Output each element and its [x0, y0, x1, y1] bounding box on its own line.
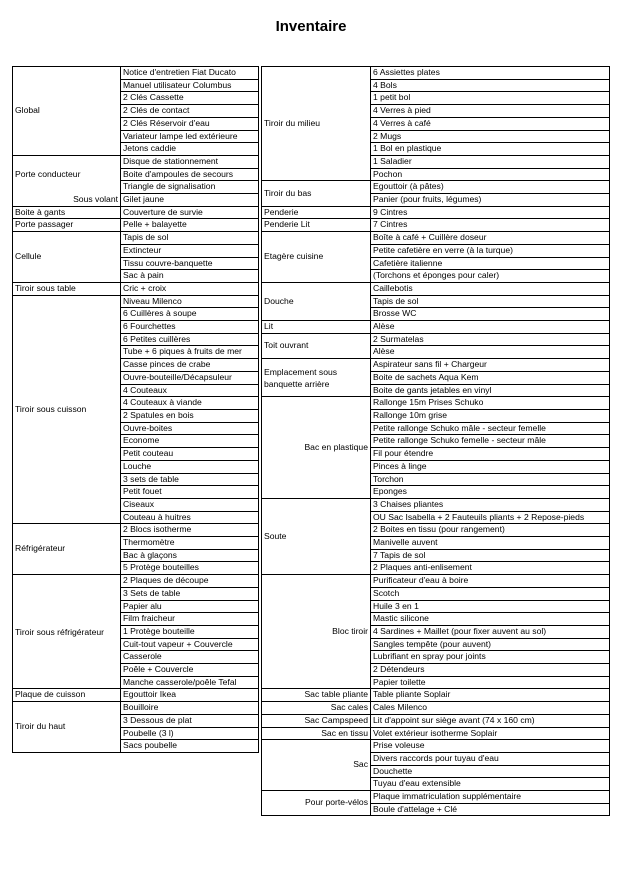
item-cell: Boîte à café + Cuillère doseur: [371, 232, 610, 245]
item-cell: 2 Clés Réservoir d'eau: [121, 117, 259, 130]
item-cell: Douchette: [371, 765, 610, 778]
category-cell: Tiroir sous table: [13, 282, 121, 295]
table-row: [262, 791, 610, 804]
item-cell: 2 Spatules en bois: [121, 409, 259, 422]
item-cell: Cric + croix: [121, 282, 259, 295]
table-row: [13, 67, 259, 80]
item-cell: Tuyau d'eau extensible: [371, 778, 610, 791]
category-cell: Sac table pliante: [262, 689, 371, 702]
category-cell: Global: [13, 67, 121, 156]
table-row: [13, 702, 259, 715]
item-cell: 2 Plaques anti-enlisement: [371, 562, 610, 575]
item-cell: Bac à glaçons: [121, 549, 259, 562]
table-row: [262, 321, 610, 334]
item-cell: 2 Clés de contact: [121, 105, 259, 118]
category-label: Porte conducteur: [15, 169, 81, 180]
item-cell: Huile 3 en 1: [371, 600, 610, 613]
item-cell: Cales Milenco: [371, 702, 610, 715]
item-cell: 6 Assiettes plates: [371, 67, 610, 80]
item-cell: Pinces à linge: [371, 460, 610, 473]
item-cell: Triangle de signalisation: [121, 181, 259, 194]
item-cell: Purificateur d'eau à boire: [371, 575, 610, 588]
category-cell: Cellule: [13, 232, 121, 283]
table-row: [262, 67, 610, 80]
item-cell: Manuel utilisateur Columbus: [121, 79, 259, 92]
item-cell: Sangles tempête (pour auvent): [371, 638, 610, 651]
item-cell: Fil pour étendre: [371, 448, 610, 461]
item-cell: 6 Petites cuillères: [121, 333, 259, 346]
category-cell: [13, 155, 121, 206]
item-cell: Eponges: [371, 486, 610, 499]
item-cell: Rallonge 10m grise: [371, 409, 610, 422]
item-cell: Sac à pain: [121, 270, 259, 283]
table-row: [262, 714, 610, 727]
item-cell: Bouilloire: [121, 702, 259, 715]
item-cell: 4 Verres à café: [371, 117, 610, 130]
item-cell: 2 Plaques de découpe: [121, 575, 259, 588]
category-cell: Plaque de cuisson: [13, 689, 121, 702]
item-cell: Petite rallonge Schuko mâle - secteur femelle: [371, 422, 610, 435]
item-cell: Tapis de sol: [121, 232, 259, 245]
item-cell: Table pliante Soplair: [371, 689, 610, 702]
item-cell: Ciseaux: [121, 498, 259, 511]
item-cell: Cafetière italienne: [371, 257, 610, 270]
item-cell: Niveau Milenco: [121, 295, 259, 308]
item-cell: 6 Fourchettes: [121, 321, 259, 334]
item-cell: Econome: [121, 435, 259, 448]
item-cell: Boite d'ampoules de secours: [121, 168, 259, 181]
item-cell: Disque de stationnement: [121, 155, 259, 168]
item-cell: Pelle + balayette: [121, 219, 259, 232]
item-cell: Poubelle (3 l): [121, 727, 259, 740]
table-row: [262, 740, 610, 753]
item-cell: 1 Bol en plastique: [371, 143, 610, 156]
item-cell: Petite rallonge Schuko femelle - secteur mâle: [371, 435, 610, 448]
table-row: [13, 155, 259, 168]
item-cell: Notice d'entretien Fiat Ducato: [121, 67, 259, 80]
item-cell: Alèse: [371, 321, 610, 334]
item-cell: Extincteur: [121, 244, 259, 257]
item-cell: Mastic silicone: [371, 613, 610, 626]
item-cell: 2 Blocs isotherme: [121, 524, 259, 537]
category-cell: Sac en tissu: [262, 727, 371, 740]
item-cell: Petit fouet: [121, 486, 259, 499]
category-cell: Douche: [262, 282, 371, 320]
item-cell: Rallonge 15m Prises Schuko: [371, 397, 610, 410]
sub-category-label: Sous volant: [73, 194, 118, 205]
category-cell: Sac Campspeed: [262, 714, 371, 727]
category-cell: Tiroir du haut: [13, 702, 121, 753]
item-cell: 5 Protège bouteilles: [121, 562, 259, 575]
category-cell: Lit: [262, 321, 371, 334]
table-row: [13, 219, 259, 232]
item-cell: 4 Couteaux à viande: [121, 397, 259, 410]
item-cell: 2 Boites en tissu (pour rangement): [371, 524, 610, 537]
table-row: [262, 181, 610, 194]
item-cell: Manche casserole/poêle Tefal: [121, 676, 259, 689]
item-cell: 9 Cintres: [371, 206, 610, 219]
item-cell: Prise voleuse: [371, 740, 610, 753]
item-cell: Petite cafetière en verre (à la turque): [371, 244, 610, 257]
table-row: [262, 219, 610, 232]
table-row: [13, 206, 259, 219]
item-cell: (Torchons et éponges pour caler): [371, 270, 610, 283]
category-cell: Tiroir du milieu: [262, 67, 371, 181]
category-cell: Pour porte-vélos: [262, 791, 371, 816]
item-cell: Alèse: [371, 346, 610, 359]
item-cell: 2 Clés Cassette: [121, 92, 259, 105]
table-row: [262, 689, 610, 702]
item-cell: Louche: [121, 460, 259, 473]
item-cell: 7 Cintres: [371, 219, 610, 232]
item-cell: Cuit-tout vapeur + Couvercle: [121, 638, 259, 651]
table-row: [13, 282, 259, 295]
item-cell: Panier (pour fruits, légumes): [371, 194, 610, 207]
item-cell: 3 Chaises pliantes: [371, 498, 610, 511]
item-cell: Lit d'appoint sur siège avant (74 x 160 cm): [371, 714, 610, 727]
item-cell: Petit couteau: [121, 448, 259, 461]
item-cell: Aspirateur sans fil + Chargeur: [371, 359, 610, 372]
page-title: Inventaire: [275, 18, 347, 35]
item-cell: 3 Dessous de plat: [121, 714, 259, 727]
category-cell: Etagère cuisine: [262, 232, 371, 283]
item-cell: 6 Cuillères à soupe: [121, 308, 259, 321]
table-row: [262, 206, 610, 219]
item-cell: 2 Surmatelas: [371, 333, 610, 346]
item-cell: 4 Sardines + Maillet (pour fixer auvent au sol): [371, 625, 610, 638]
table-row: [13, 232, 259, 245]
table-row: [262, 232, 610, 245]
item-cell: OU Sac Isabella + 2 Fauteuils pliants + 2 Repose-pieds: [371, 511, 610, 524]
item-cell: Gilet jaune: [121, 194, 259, 207]
category-cell: Sac cales: [262, 702, 371, 715]
item-cell: Tissu couvre-banquette: [121, 257, 259, 270]
item-cell: Egouttoir (à pâtes): [371, 181, 610, 194]
table-row: [262, 282, 610, 295]
item-cell: Casse pinces de crabe: [121, 359, 259, 372]
category-cell: Toit ouvrant: [262, 333, 371, 358]
table-row: [262, 575, 610, 588]
item-cell: Thermomètre: [121, 537, 259, 550]
item-cell: 1 petit bol: [371, 92, 610, 105]
item-cell: 4 Bols: [371, 79, 610, 92]
item-cell: Boule d'attelage + Clé: [371, 803, 610, 816]
table-row: [13, 524, 259, 537]
item-cell: Variateur lampe led extérieure: [121, 130, 259, 143]
item-cell: 2 Détendeurs: [371, 664, 610, 677]
item-cell: Torchon: [371, 473, 610, 486]
item-cell: Lubrifiant en spray pour joints: [371, 651, 610, 664]
item-cell: Papier toilette: [371, 676, 610, 689]
table-row: [13, 689, 259, 702]
category-cell: Soute: [262, 498, 371, 574]
table-row: [262, 333, 610, 346]
category-cell: Tiroir sous réfrigérateur: [13, 575, 121, 689]
item-cell: Tube + 6 piques à fruits de mer: [121, 346, 259, 359]
category-cell: Bac en plastique: [262, 397, 371, 499]
category-cell: Tiroir du bas: [262, 181, 371, 206]
item-cell: Tapis de sol: [371, 295, 610, 308]
category-cell: Tiroir sous cuisson: [13, 295, 121, 524]
item-cell: 3 sets de table: [121, 473, 259, 486]
item-cell: Volet extérieur isotherme Soplair: [371, 727, 610, 740]
category-cell: Réfrigérateur: [13, 524, 121, 575]
item-cell: Film fraicheur: [121, 613, 259, 626]
item-cell: Poêle + Couvercle: [121, 664, 259, 677]
item-cell: Boite de gants jetables en vinyl: [371, 384, 610, 397]
item-cell: 1 Saladier: [371, 155, 610, 168]
item-cell: Jetons caddie: [121, 143, 259, 156]
category-cell: Bloc tiroir: [262, 575, 371, 689]
item-cell: Casserole: [121, 651, 259, 664]
category-cell: Penderie Lit: [262, 219, 371, 232]
item-cell: Papier alu: [121, 600, 259, 613]
item-cell: Couverture de survie: [121, 206, 259, 219]
inventory-table-left: [12, 66, 259, 753]
item-cell: Egouttoir Ikea: [121, 689, 259, 702]
item-cell: Caillebotis: [371, 282, 610, 295]
item-cell: Sacs poubelle: [121, 740, 259, 753]
item-cell: 1 Protège bouteille: [121, 625, 259, 638]
item-cell: Boite de sachets Aqua Kem: [371, 371, 610, 384]
category-cell: Penderie: [262, 206, 371, 219]
item-cell: 4 Couteaux: [121, 384, 259, 397]
table-row: [13, 575, 259, 588]
item-cell: Scotch: [371, 587, 610, 600]
table-row: [13, 295, 259, 308]
table-row: [262, 397, 610, 410]
table-row: [262, 498, 610, 511]
item-cell: Pochon: [371, 168, 610, 181]
item-cell: 4 Verres à pied: [371, 105, 610, 118]
category-cell: Boite à gants: [13, 206, 121, 219]
item-cell: Plaque immatriculation supplémentaire: [371, 791, 610, 804]
category-cell: Emplacement sous banquette arrière: [262, 359, 371, 397]
item-cell: 7 Tapis de sol: [371, 549, 610, 562]
category-cell: Sac: [262, 740, 371, 791]
table-row: [262, 727, 610, 740]
category-cell: Porte passager: [13, 219, 121, 232]
item-cell: Couteau à huitres: [121, 511, 259, 524]
item-cell: Ouvre-bouteille/Décapsuleur: [121, 371, 259, 384]
item-cell: Brosse WC: [371, 308, 610, 321]
item-cell: 3 Sets de table: [121, 587, 259, 600]
item-cell: Ouvre-boites: [121, 422, 259, 435]
table-row: [262, 702, 610, 715]
item-cell: Divers raccords pour tuyau d'eau: [371, 752, 610, 765]
table-row: [262, 359, 610, 372]
item-cell: Manivelle auvent: [371, 537, 610, 550]
inventory-table-right: [261, 66, 610, 816]
item-cell: 2 Mugs: [371, 130, 610, 143]
